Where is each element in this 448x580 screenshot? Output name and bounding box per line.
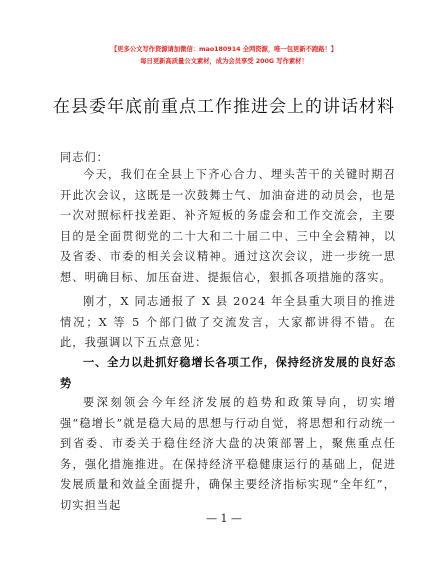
- paragraph-report: 刚才，X 同志通报了 X 县 2024 年全县重大项目的推进情况；X 等 5 个部门做了交流发言，大家都讲得不错。在此，我强调以下五点意见：: [60, 295, 396, 349]
- paragraph-section-1: 要深刻领会今年经济发展的趋势和政策导向，切实增强“稳增长”就是稳大局的思想与行动自觉，将思想和行动统一到省委、市委关于稳住经济大盘的决策部署上，聚焦重点任务，强化措施推进。在保持经济平稳健康运行的基础上，促进发展质量和效益全面提升，确保主要经济指标实现“全年红”，切实担当起: [60, 396, 396, 512]
- salutation: 同志们：: [60, 151, 109, 164]
- promo-banner-line-2: 每日更新高质量公文素材，成为会员享受 200G 写作素材！: [140, 58, 308, 65]
- paragraph-opening: 今天，我们在全县上下齐心合力、埋头苦干的关键时期召开此次会议，这既是一次鼓舞士气、加油奋进的动员会，也是一次对照标杆找差距、补齐短板的务虚会和工作交流会，主要目的是全面贯彻党的二十大和二十届二中、三中全会精神，以及省委、市委的相关会议精神。通过这次会议，进一步统一思想、明确目标、加压奋进、提振信心，狠抓各项措施的落实。: [60, 168, 396, 284]
- section-heading-1: 一、全力以赴抓好稳增长各项工作，保持经济发展的良好态势: [60, 356, 396, 390]
- promo-banner-line-1: 【更多公文写作资源请加微信：mao180914 全网资源，唯一包更新不跑路！】: [110, 46, 338, 53]
- page-number: — 1 —: [206, 512, 242, 525]
- document-title: 在县委年底前重点工作推进会上的讲话材料: [53, 97, 395, 117]
